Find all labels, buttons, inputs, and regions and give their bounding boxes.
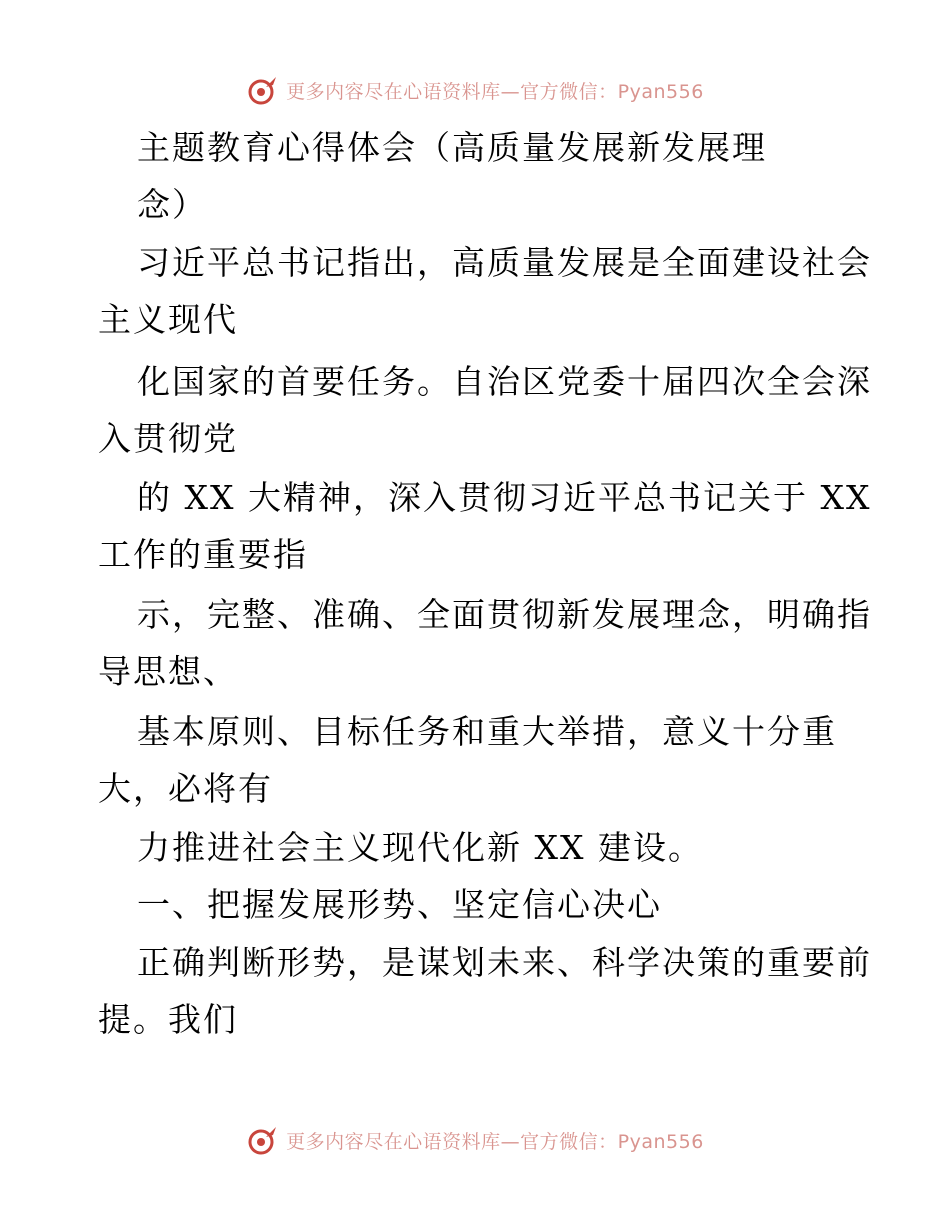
footer-banner bbox=[0, 1120, 950, 1160]
paragraph-line: 正确判断形势，是谋划未来、科学决策的重要前 bbox=[137, 943, 872, 982]
document-title-line-1: 主题教育心得体会（高质量发展新发展理 bbox=[137, 128, 767, 167]
paragraph-line: 示，完整、准确、全面贯彻新发展理念，明确指 bbox=[137, 595, 872, 634]
banner-text: 更多内容尽在心语资料库—官方微信：Pyan556 bbox=[286, 1130, 704, 1153]
banner-text: 更多内容尽在心语资料库—官方微信：Pyan556 bbox=[286, 80, 704, 103]
paragraph-line: 力推进社会主义现代化新 XX 建设。 bbox=[137, 828, 703, 867]
paragraph-line: 习近平总书记指出，高质量发展是全面建设社会 bbox=[137, 243, 872, 282]
paragraph-line: 工作的重要指 bbox=[98, 535, 308, 574]
paragraph-line: 基本原则、目标任务和重大举措，意义十分重 bbox=[137, 712, 837, 751]
paragraph-line: 导思想、 bbox=[98, 652, 238, 691]
paragraph-line: 入贯彻党 bbox=[98, 419, 238, 458]
header-banner bbox=[0, 70, 950, 110]
document-title-line-2: 念） bbox=[137, 185, 207, 224]
section-heading: 一、把握发展形势、坚定信心决心 bbox=[137, 885, 662, 924]
paragraph-line: 的 XX 大精神，深入贯彻习近平总书记关于 XX bbox=[137, 478, 872, 517]
quill-logo-icon bbox=[246, 73, 280, 107]
paragraph-line: 化国家的首要任务。自治区党委十届四次全会深 bbox=[137, 362, 872, 401]
paragraph-line: 主义现代 bbox=[98, 300, 238, 339]
paragraph-line: 提。我们 bbox=[98, 1000, 238, 1039]
quill-logo-icon bbox=[246, 1123, 280, 1157]
paragraph-line: 大，必将有 bbox=[98, 769, 273, 808]
